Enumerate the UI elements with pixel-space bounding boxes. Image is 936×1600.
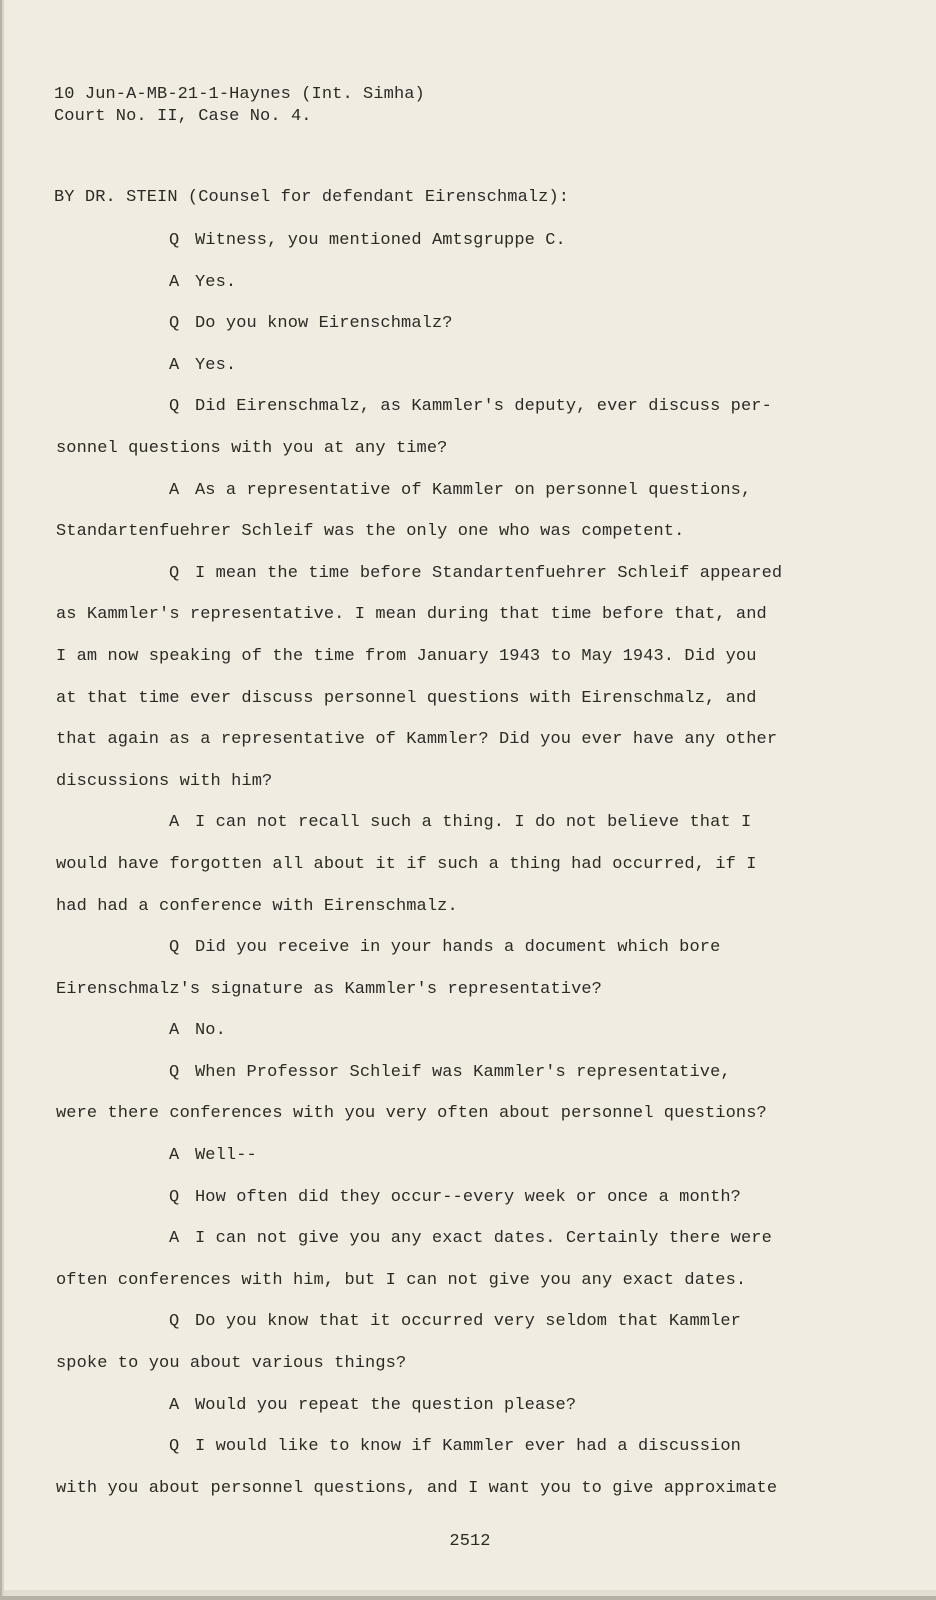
line-text: spoke to you about various things? (56, 1354, 407, 1374)
speaker-marker: Q (169, 1187, 180, 1207)
text-line (56, 1020, 796, 1062)
line-text: Yes. (195, 355, 237, 375)
text-line (56, 1228, 796, 1270)
text-line (56, 521, 796, 563)
line-text: that again as a representative of Kammler? Did you ever have any other (56, 730, 778, 750)
text-line (56, 480, 796, 522)
line-text: When Professor Schleif was Kammler's representative, (195, 1062, 731, 1082)
speaker-marker: Q (169, 563, 180, 583)
text-line (56, 854, 796, 896)
text-line (56, 646, 796, 688)
text-line (56, 438, 796, 480)
speaker-marker: A (169, 1146, 180, 1166)
speaker-marker: A (169, 1395, 180, 1415)
line-text: Did you receive in your hands a document which bore (195, 938, 721, 958)
text-line (56, 230, 796, 272)
text-line (56, 979, 796, 1021)
speaker-marker: Q (169, 231, 180, 250)
line-text: Do you know that it occurred very seldom that Kammler (195, 1312, 741, 1332)
line-text: Do you know Eirenschmalz? (195, 314, 453, 334)
text-line (56, 937, 796, 979)
speaker-marker: Q (169, 1312, 180, 1332)
text-line (56, 355, 796, 397)
line-text: would have forgotten all about it if such a thing had occurred, if I (56, 854, 757, 874)
transcript-header (54, 84, 425, 128)
speaker-marker: Q (169, 938, 180, 958)
line-text: sonnel questions with you at any time? (56, 438, 448, 458)
line-text: I can not recall such a thing. I do not believe that I (195, 813, 752, 833)
text-line (56, 896, 796, 938)
page-number: 2512 (449, 1532, 491, 1551)
line-text: Well-- (195, 1146, 257, 1166)
text-line (56, 1311, 796, 1353)
text-line (56, 272, 796, 314)
speaker-marker: A (169, 1229, 180, 1249)
line-text: No. (195, 1021, 226, 1041)
line-text: I can not give you any exact dates. Certainly there were (195, 1229, 772, 1249)
line-text: Standartenfuehrer Schleif was the only one who was competent. (56, 522, 685, 542)
line-text: discussions with him? (56, 771, 273, 791)
line-text: had had a conference with Eirenschmalz. (56, 896, 458, 916)
line-text: with you about personnel questions, and I want you to give approximate (56, 1478, 778, 1498)
text-line (56, 729, 796, 771)
text-line (56, 688, 796, 730)
line-text: Witness, you mentioned Amtsgruppe C. (195, 231, 566, 250)
speaker-marker: Q (169, 1437, 180, 1457)
line-text: Did Eirenschmalz, as Kammler's deputy, ever discuss per- (195, 397, 772, 417)
text-line (56, 1270, 796, 1312)
speaker-marker: Q (169, 1062, 180, 1082)
examiner-line: BY DR. STEIN (Counsel for defendant Eirenschmalz): (54, 188, 570, 207)
header-line-court: Court No. II, Case No. 4. (54, 107, 312, 126)
speaker-marker: A (169, 1021, 180, 1041)
text-line (56, 396, 796, 438)
transcript-body (56, 230, 796, 1519)
text-line (56, 812, 796, 854)
text-line (56, 1103, 796, 1145)
text-line (56, 1062, 796, 1104)
line-text: I would like to know if Kammler ever had a discussion (195, 1437, 741, 1457)
text-line (56, 771, 796, 813)
header-line-session: 10 Jun-A-MB-21-1-Haynes (Int. Simha) (54, 85, 425, 104)
line-text: I am now speaking of the time from January 1943 to May 1943. Did you (56, 646, 757, 666)
speaker-marker: A (169, 272, 180, 292)
text-line (56, 1395, 796, 1437)
text-line (56, 313, 796, 355)
text-line (56, 1478, 796, 1520)
text-line (56, 1145, 796, 1187)
line-text: were there conferences with you very often about personnel questions? (56, 1104, 767, 1124)
text-line (56, 1187, 796, 1229)
line-text: as Kammler's representative. I mean during that time before that, and (56, 605, 767, 625)
line-text: I mean the time before Standartenfuehrer Schleif appeared (195, 563, 783, 583)
document-page (2, 0, 936, 1596)
line-text: As a representative of Kammler on personnel questions, (195, 480, 752, 500)
line-text: Would you repeat the question please? (195, 1395, 577, 1415)
line-text: at that time ever discuss personnel questions with Eirenschmalz, and (56, 688, 757, 708)
speaker-marker: Q (169, 397, 180, 417)
speaker-marker: A (169, 355, 180, 375)
text-line (56, 563, 796, 605)
line-text: often conferences with him, but I can not give you any exact dates. (56, 1270, 747, 1290)
text-line (56, 604, 796, 646)
text-line (56, 1353, 796, 1395)
speaker-marker: Q (169, 314, 180, 334)
line-text: How often did they occur--every week or once a month? (195, 1187, 741, 1207)
line-text: Eirenschmalz's signature as Kammler's representative? (56, 979, 602, 999)
speaker-marker: A (169, 813, 180, 833)
text-line (56, 1436, 796, 1478)
speaker-marker: A (169, 480, 180, 500)
line-text: Yes. (195, 272, 237, 292)
